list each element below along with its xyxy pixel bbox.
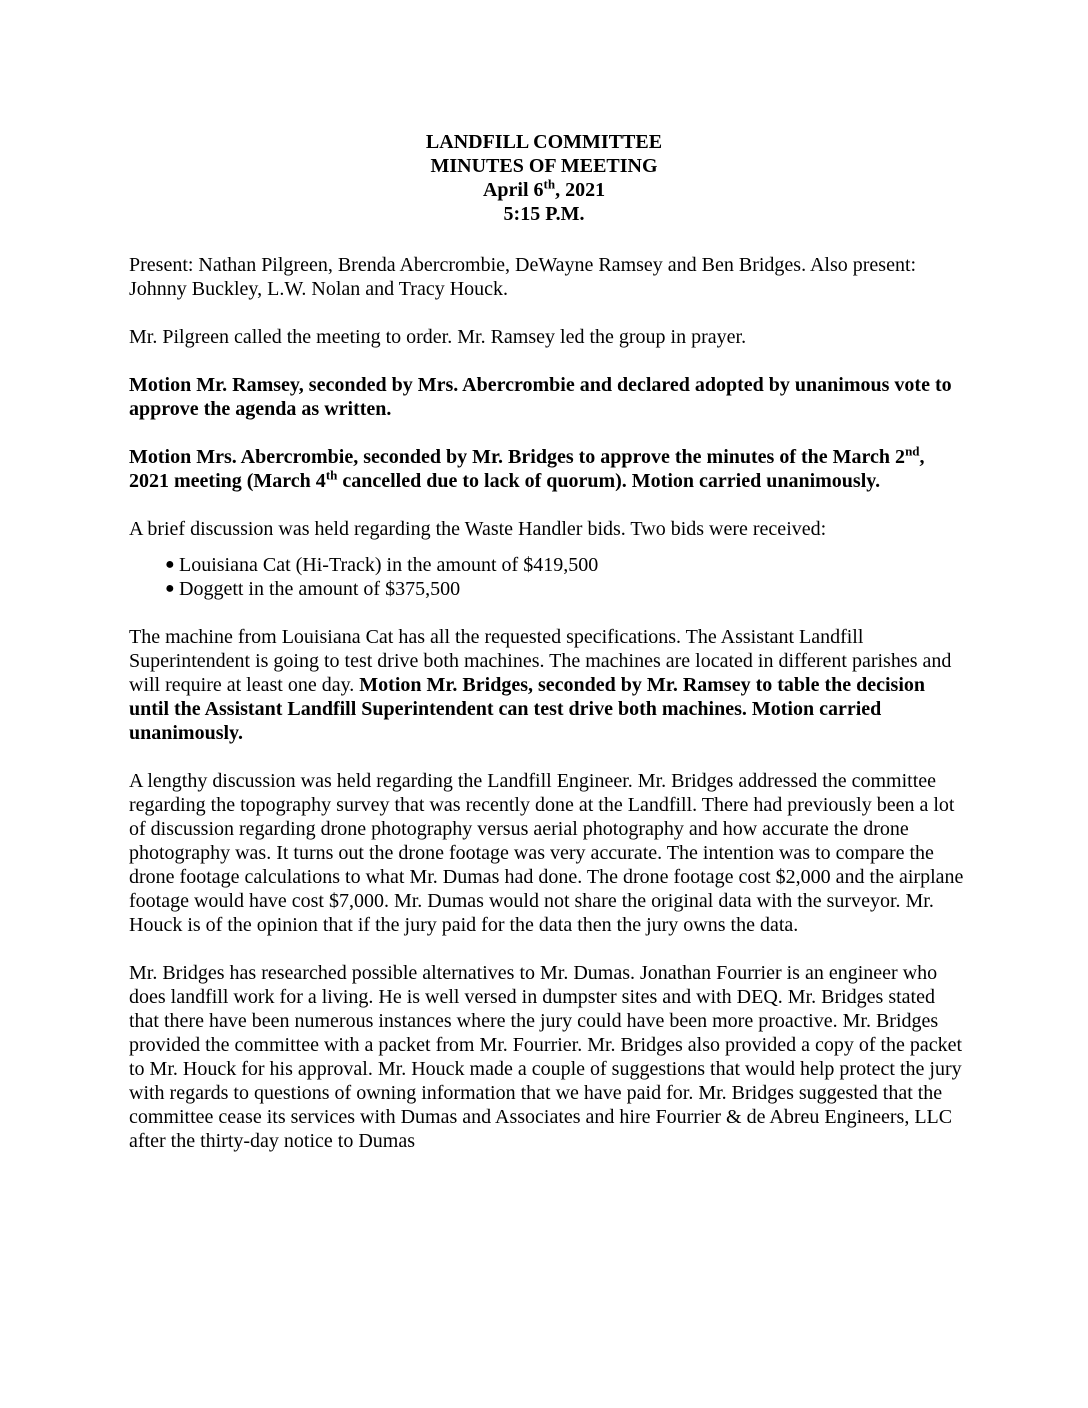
engineer-paragraph: A lengthy discussion was held regarding the Landfill Engineer. Mr. Bridges addressed the committee regarding the topography survey that was recently done at the Landfill. There had previously been a lot of discussion regarding drone photography versus aerial photography and how accurate the drone photography was. It turns out the drone footage was very accurate. The intention was to compare the drone footage calculations to what Mr. Dumas had done. The drone footage cost $2,000 and the airplane footage would have cost $7,000. Mr. Dumas would not share the original data with the surveyor. Mr. Houck is of the opinion that if the jury paid for the data then the jury owns the data.: [129, 770, 964, 936]
call-to-order-paragraph: Mr. Pilgreen called the meeting to order. Mr. Ramsey led the group in prayer.: [129, 326, 747, 348]
minutes-title: MINUTES OF MEETING: [430, 155, 658, 177]
motion-agenda-paragraph: Motion Mr. Ramsey, seconded by Mrs. Abercrombie and declared adopted by unanimous vote to approve the agenda as written.: [129, 374, 952, 420]
motion-minutes-paragraph: Motion Mrs. Abercrombie, seconded by Mr. Bridges to approve the minutes of the March 2nd, 2021 meeting (March 4th cancelled due to lack of quorum). Motion carried unanimously.: [129, 443, 925, 492]
bids-intro-paragraph: A brief discussion was held regarding the Waste Handler bids. Two bids were received:: [129, 518, 827, 540]
minutes-body: [129, 253, 964, 1177]
minutes-header: [0, 130, 1088, 226]
committee-title: LANDFILL COMMITTEE: [425, 131, 663, 153]
meeting-date: April 6th, 2021: [482, 176, 606, 201]
alternatives-paragraph: Mr. Bridges has researched possible alternatives to Mr. Dumas. Jonathan Fourrier is an engineer who does landfill work for a living. He is well versed in dumpster sites and with DEQ. Mr. Bridges stated that there have been numerous instances where the jury could have been more proactive. Mr. Bridges provided the committee with a packet from Mr. Fourrier. Mr. Bridges also provided a copy of the packet to Mr. Houck for his approval. Mr. Houck made a couple of suggestions that would help protect the jury with regards to questions of owning information that we have paid for. Mr. Bridges suggested that the committee cease its services with Dumas and Associates and hire Fourrier & de Abreu Engineers, LLC after the thirty-day notice to Dumas: [129, 962, 963, 1152]
bids-list: [129, 553, 964, 601]
list-item: ● Doggett in the amount of $375,500: [165, 578, 461, 600]
meeting-time: 5:15 P.M.: [503, 203, 585, 225]
machine-paragraph: The machine from Louisiana Cat has all the requested specifications. The Assistant Landfill Superintendent is going to test drive both machines. The machines are located in different parishes and will require at least one day. Motion Mr. Bridges, seconded by Mr. Ramsey to table the decision until the Assistant Landfill Superintendent can test drive both machines. Motion carried unanimously.: [129, 626, 952, 744]
attendance-paragraph: Present: Nathan Pilgreen, Brenda Abercrombie, DeWayne Ramsey and Ben Bridges. Also present: Johnny Buckley, L.W. Nolan and Tracy Houck.: [129, 254, 917, 300]
bullet-icon: ●: [165, 580, 175, 597]
bullet-icon: ●: [165, 556, 175, 573]
list-item: ● Louisiana Cat (Hi-Track) in the amount of $419,500: [165, 554, 599, 576]
